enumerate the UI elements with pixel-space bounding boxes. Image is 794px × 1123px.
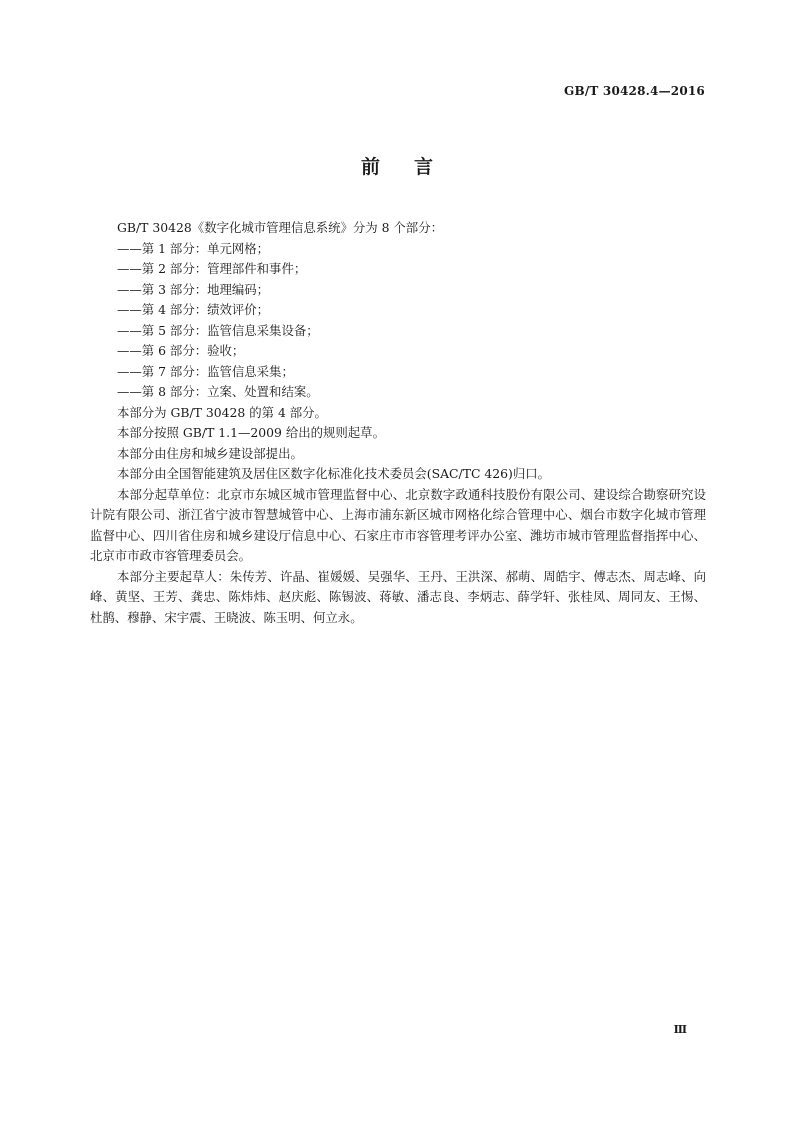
committee-paragraph: 本部分由全国智能建筑及居住区数字化标准化技术委员会(SAC/TC 426)归口。 — [117, 466, 551, 481]
list-item-part-4: ——第 4 部分：绩效评价； — [117, 302, 270, 317]
list-item-part-1: ——第 1 部分：单元网格； — [117, 240, 270, 256]
list-item-part-5: ——第 5 部分：监管信息采集设备； — [117, 322, 319, 338]
list-item-part-6: ——第 6 部分：验收； — [117, 343, 245, 358]
part-statement-paragraph: 本部分为 GB/T 30428 的第 4 部分。 — [117, 404, 327, 420]
list-item-part-3: ——第 3 部分：地理编码； — [117, 281, 270, 297]
drafters-paragraph: 本部分主要起草人：朱传芳、许晶、崔媛媛、吴强华、王丹、王洪深、郝萌、周皓宇、傅志杰、周志峰、向峰、黄坚、王芳、龚忠、陈炜炜、赵庆彪、陈锡波、蒋敏、潘志良、李炳志、薛学轩、张桂凤、周同友、王惕、杜鹊、穆静、宋宇震、王晓波、陈玉明、何立永。 — [90, 568, 706, 625]
list-item-part-2: ——第 2 部分：管理部件和事件； — [117, 261, 307, 276]
page-number: Ⅲ — [673, 1023, 687, 1036]
standard-code: GB/T 30428.4—2016 — [564, 84, 705, 98]
drafting-units-paragraph: 本部分起草单位：北京市东城区城市管理监督中心、北京数字政通科技股份有限公司、建设综合勘察研究设计院有限公司、浙江省宁波市智慧城管中心、上海市浦东新区城市网格化综合管理中心、烟台市数字化城市管理监督中心、四川省住房和城乡建设厅信息中心、石家庄市市容管理考评办公室、潍坊市城市管理监督指挥中心、北京市市政市容管理委员会。 — [90, 486, 706, 563]
list-item-part-8: ——第 8 部分：立案、处置和结案。 — [117, 384, 319, 399]
drafting-rules-paragraph: 本部分按照 GB/T 1.1—2009 给出的规则起草。 — [117, 425, 385, 440]
intro-paragraph: GB/T 30428《数字化城市管理信息系统》分为 8 个部分： — [117, 220, 443, 235]
proposer-paragraph: 本部分由住房和城乡建设部提出。 — [117, 445, 303, 461]
page-title: 前言 — [360, 156, 467, 178]
list-item-part-7: ——第 7 部分：监管信息采集； — [117, 363, 294, 379]
document-body — [90, 218, 706, 628]
